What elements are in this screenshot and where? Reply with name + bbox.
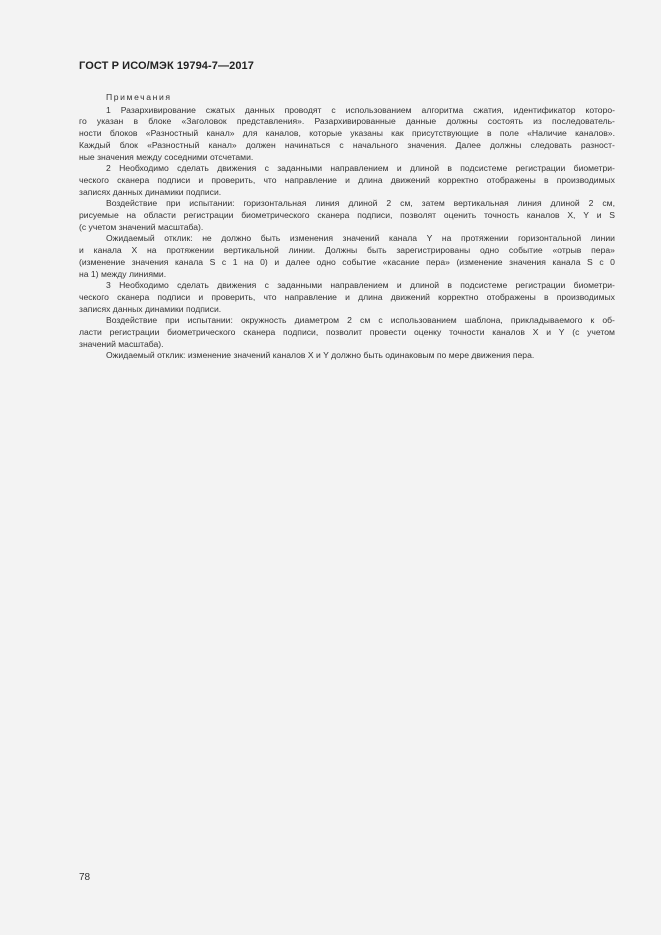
note-3-test-line-1: Воздействие при испытании: окружность диаметром 2 см с использованием шаблона, прикладываемого к об- — [106, 315, 615, 326]
note-1-line-3: ности блоков «Разностный канал» для каналов, которые указаны как присутствующие в поле «Наличие каналов». — [79, 128, 615, 139]
note-2-response-line-1: Ожидаемый отклик: не должно быть изменения значений канала Y на протяжении горизонтальной линии — [106, 233, 615, 244]
notes-body — [79, 92, 615, 362]
note-1-line-5: ные значения между соседними отсчетами. — [79, 151, 254, 162]
note-1-line-4: Каждый блок «Разностный канал» должен начинаться с начального значения. Далее должны следовать разност- — [79, 139, 615, 150]
note-2-response-line-2: и канала X на протяжении вертикальной линии. Должны быть зарегистрированы одно событие «отрыв пера» — [79, 245, 615, 256]
note-1-line-2: го указан в блоке «Заголовок представления». Разархивированные данные должны состоять из последователь- — [79, 116, 615, 127]
note-3-response-line-1: Ожидаемый отклик: изменение значений каналов X и Y должно быть одинаковым по мере движения пера. — [106, 350, 535, 361]
note-2-test-line-3: (с учетом значений масштаба). — [79, 221, 204, 232]
note-2-response-line-3: (изменение значения канала S с 1 на 0) и далее одно событие «касание пера» (изменение значения канала S с 0 — [79, 256, 615, 267]
note-2-test-line-2: рисуемые на области регистрации биометрического сканера подписи, позволят оценить точность каналов X, Y и S — [79, 210, 615, 221]
notes-heading: Примечания — [106, 92, 172, 102]
note-3-line-1: 3 Необходимо сделать движения с заданными направлением и длиной в подсистеме регистрации биометри- — [106, 280, 615, 291]
note-2-test-line-1: Воздействие при испытании: горизонтальная линия длиной 2 см, затем вертикальная линия длиной 2 см, — [106, 198, 615, 209]
note-2-line-1: 2 Необходимо сделать движения с заданными направлением и длиной в подсистеме регистрации биометри- — [106, 163, 615, 174]
note-2-line-2: ческого сканера подписи и проверить, что направление и длина движений корректно отображены в производимых — [79, 174, 615, 185]
note-3-line-2: ческого сканера подписи и проверить, что направление и длина движений корректно отображены в производимых — [79, 291, 615, 302]
note-1-line-1: 1 Разархивирование сжатых данных проводят с использованием алгоритма сжатия, идентификатор которо- — [106, 104, 615, 115]
note-3-test-line-3: значений масштаба). — [79, 338, 164, 349]
page-number: 78 — [79, 872, 91, 883]
note-2-line-3: записях данных динамики подписи. — [79, 186, 222, 197]
note-3-test-line-2: ласти регистрации биометрического сканера подписи, позволит провести оценку точности каналов X и Y (с учетом — [79, 327, 615, 338]
document-header: ГОСТ Р ИСО/МЭК 19794-7—2017 — [79, 60, 254, 72]
note-3-line-3: записях данных динамики подписи. — [79, 303, 222, 314]
note-2-response-line-4: на 1) между линиями. — [79, 268, 167, 279]
